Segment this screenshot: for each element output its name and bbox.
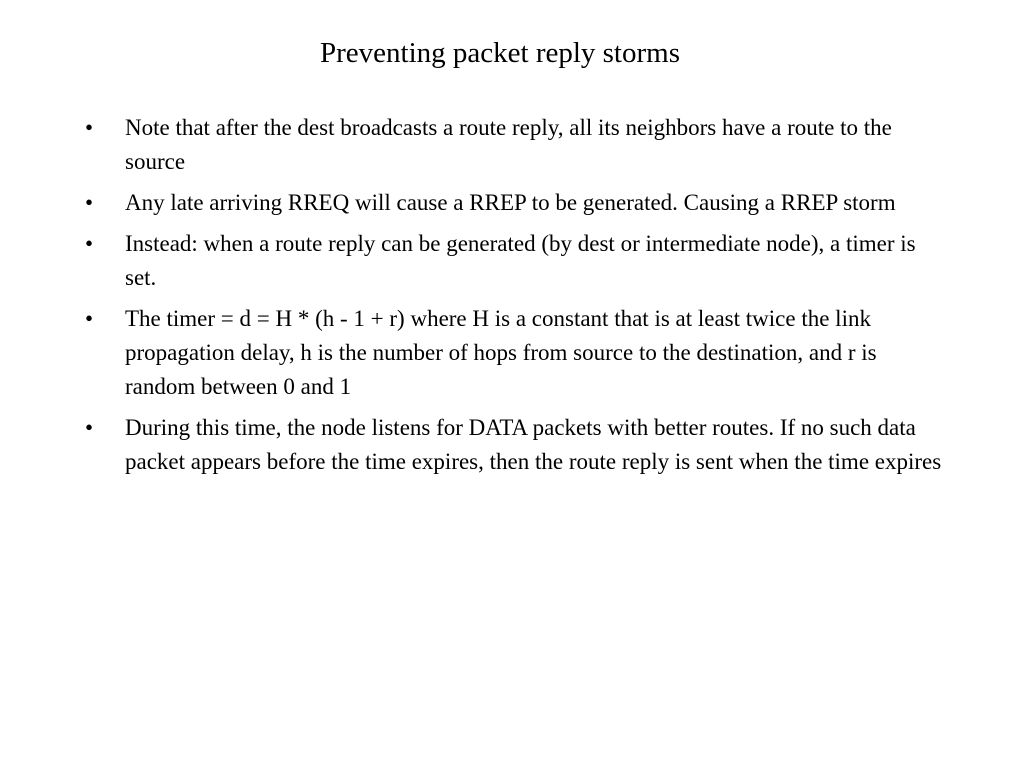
bullet-dot-icon: •: [85, 415, 94, 440]
slide-title: Preventing packet reply storms: [320, 37, 680, 69]
bullet-dot-icon: •: [85, 190, 94, 215]
bullet-item-3: [82, 227, 952, 295]
bullet-item-4: [82, 302, 952, 404]
bullet-text-3: Instead: when a route reply can be generated (by dest or intermediate node), a timer is set.: [125, 231, 916, 290]
bullet-text-2: Any late arriving RREQ will cause a RREP to be generated. Causing a RREP storm: [125, 190, 896, 215]
bullet-text-4: The timer = d = H * (h - 1 + r) where H is a constant that is at least twice the link propagation delay, h is the number of hops from source to the destination, and r is random between 0 and 1: [125, 306, 877, 399]
bullet-list: [82, 111, 952, 486]
bullet-dot-icon: •: [85, 115, 94, 140]
bullet-item-5: [82, 411, 952, 479]
bullet-item-1: [82, 111, 952, 179]
bullet-dot-icon: •: [85, 231, 94, 256]
bullet-item-2: [82, 186, 952, 220]
bullet-text-1: Note that after the dest broadcasts a route reply, all its neighbors have a route to the source: [125, 115, 892, 174]
bullet-dot-icon: •: [85, 306, 94, 331]
bullet-text-5: During this time, the node listens for DATA packets with better routes. If no such data packet appears before the time expires, then the route reply is sent when the time expires: [125, 415, 942, 474]
